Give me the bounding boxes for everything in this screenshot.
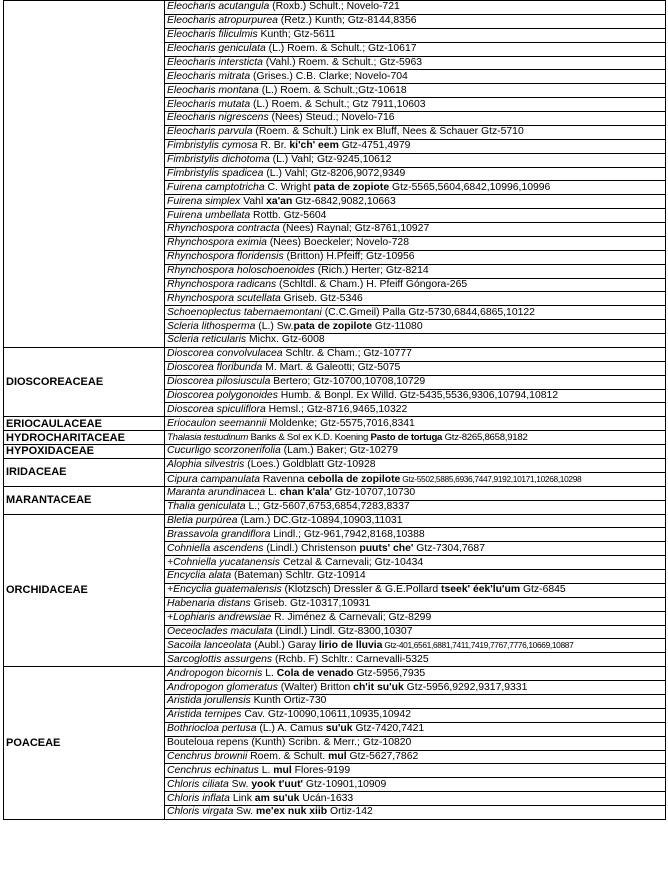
authority-text: (Rchb. F) Schltr.: Carnevalli-5325: [272, 653, 429, 665]
common-name: lirio de lluvia: [318, 640, 383, 652]
specimen-codes: Gtz-7420,7421: [352, 723, 425, 735]
common-name: puuts' che': [359, 542, 414, 554]
common-name: cebolla de zopilote: [307, 473, 401, 485]
table-row: [4, 1, 666, 15]
family-name-cell: ORCHIDACEAE: [4, 514, 165, 667]
specimen-codes: Flores-9199: [291, 764, 351, 776]
authority-text: Schltr. & Cham.; Gtz-10777: [282, 348, 412, 360]
species-cell: [165, 347, 666, 361]
common-name: xa'an: [266, 195, 293, 207]
authority-text: (Bateman) Schltr. Gtz-10914: [231, 570, 366, 582]
family-name-cell: MARANTACEAE: [4, 486, 165, 514]
common-name: ki'ch' eem: [289, 140, 339, 152]
species-name: Eleocharis mitrata: [167, 70, 251, 82]
species-cell: [165, 14, 666, 28]
authority-text: Cav. Gtz-10090,10611,10935,10942: [241, 709, 411, 721]
species-name: Rhynchospora floridensis: [167, 251, 284, 263]
authority-text: (Nees) Raynal; Gtz-8761,10927: [279, 223, 430, 235]
species-name: Eleocharis intersticta: [167, 56, 263, 68]
species-cell: [165, 250, 666, 264]
authority-text: (Schltdl. & Cham.) H. Pfeiff Góngora-265: [276, 278, 468, 290]
species-cell: [165, 472, 666, 486]
specimen-codes: Ortiz-142: [327, 806, 373, 818]
authority-text: (Nees) Steud.; Novelo-716: [268, 112, 395, 124]
authority-text: L.: [262, 667, 277, 679]
species-name: Eleocharis mutata: [167, 98, 251, 110]
species-cell: [165, 153, 666, 167]
specimen-codes: Gtz-8265,8658,9182: [442, 431, 528, 443]
species-name: Dioscorea pilosiuscula: [167, 376, 271, 388]
specimen-codes: Gtz-5502,5885,6936,7447,9192,10171,10268,10298: [400, 473, 582, 484]
authority-text: (Lam.) DC.Gtz-10894,10903,11031: [237, 514, 403, 526]
common-name: mul: [273, 764, 292, 776]
authority-text: Moldenke; Gtz-5575,7016,8341: [266, 417, 415, 429]
family-name-cell: HYPOXIDACEAE: [4, 445, 165, 459]
species-cell: [165, 139, 666, 153]
species-cell: [165, 264, 666, 278]
species-name: Eleocharis montana: [167, 84, 259, 96]
table-row: [4, 486, 666, 500]
species-cell: [165, 597, 666, 611]
species-cell: [165, 209, 666, 223]
species-name: Habenaria distans: [167, 598, 251, 610]
species-cell: [165, 292, 666, 306]
authority-text: (L.) Sw.: [255, 320, 294, 332]
species-name: Rhynchospora contracta: [167, 223, 280, 235]
authority-text: L.: [265, 487, 280, 499]
species-cell: [165, 750, 666, 764]
authority-text: Vahl: [240, 195, 267, 207]
species-cell: [165, 764, 666, 778]
species-cell: [165, 792, 666, 806]
common-name: su'uk: [325, 723, 353, 735]
species-name: Eleocharis nigrescens: [167, 112, 269, 124]
species-name: Eriocaulon seemannii: [167, 417, 267, 429]
authority-text: (Retz.) Kunth; Gtz-8144,8356: [277, 15, 417, 27]
species-name: Rhynchospora holoschoenoides: [167, 265, 315, 277]
authority-text: Link: [229, 792, 255, 804]
table-row: [4, 417, 666, 431]
common-name: Pasto de tortuga: [370, 431, 443, 443]
species-name: Schoenoplectus tabernaemontani: [167, 306, 322, 318]
authority-text: Bouteloua repens (Kunth) Scribn. & Merr.; Gtz-10820: [167, 737, 412, 749]
specimen-codes: Gtz-4751,4979: [338, 140, 411, 152]
species-table-body: [4, 1, 666, 820]
species-name: Bothriocloa pertusa: [167, 723, 257, 735]
table-row: [4, 514, 666, 528]
species-name: Thalia geniculata: [167, 501, 246, 513]
species-name: Eleocharis geniculata: [167, 43, 266, 55]
authority-text: Kunth Ortiz-730: [250, 695, 327, 707]
species-name: Fuirena umbellata: [167, 209, 251, 221]
species-name: Cucurligo scorzonerifolia: [167, 445, 281, 457]
species-cell: [165, 236, 666, 250]
species-cell: [165, 181, 666, 195]
specimen-codes: Gtz-5565,5604,6842,10996,10996: [389, 181, 551, 193]
authority-text: (Roem. & Schult.) Link ex Bluff, Nees & Schauer Gtz-5710: [252, 126, 524, 138]
species-name: Cenchrus echinatus: [167, 764, 259, 776]
species-name: Maranta arundinacea: [167, 487, 266, 499]
species-name: Eleocharis parvula: [167, 126, 253, 138]
species-name: Dioscorea spiculiflora: [167, 403, 266, 415]
specimen-codes: Gtz-7304,7687: [413, 542, 485, 554]
authority-text: Bertero; Gtz-10700,10708,10729: [270, 376, 426, 388]
common-name: yook t'uut': [251, 778, 304, 790]
species-name: Fuirena camptotricha: [167, 181, 265, 193]
table-row: [4, 667, 666, 681]
authority-text: R. Br.: [257, 140, 290, 152]
species-name: Andropogon glomeratus: [167, 681, 278, 693]
specimen-codes: Gtz-10901,10909: [303, 778, 387, 790]
species-name: Chloris inflata: [167, 792, 230, 804]
authority-text: C. Wright: [264, 181, 314, 193]
species-cell: [165, 98, 666, 112]
authority-text: (L.) Vahl; Gtz-8206,9072,9349: [263, 167, 406, 179]
common-name: mul: [328, 750, 347, 762]
authority-text: (Walter) Britton: [277, 681, 354, 693]
species-cell: [165, 778, 666, 792]
specimen-codes: Gtz-5956,7935: [353, 667, 426, 679]
species-cell: [165, 320, 666, 334]
species-cell: [165, 223, 666, 237]
species-cell: [165, 167, 666, 181]
species-cell: [165, 42, 666, 56]
specimen-codes: Gtz-11080: [371, 320, 423, 332]
species-name: Rhynchospora scutellata: [167, 292, 281, 304]
species-cell: [165, 667, 666, 681]
specimen-codes: Gtz-6845: [520, 584, 566, 596]
specimen-codes: Gtz-5627,7862: [346, 750, 419, 762]
authority-text: Rottb. Gtz-5604: [250, 209, 327, 221]
authority-text: (C.C.Gmeil) Palla Gtz-5730,6844,6865,10122: [321, 306, 535, 318]
species-name: Fimbristylis spadicea: [167, 167, 264, 179]
authority-text: Cetzal & Carnevali; Gtz-10434: [279, 556, 424, 568]
species-cell: [165, 84, 666, 98]
authority-text: Humb. & Bonpl. Ex Willd. Gtz-5435,5536,9306,10794,10812: [277, 389, 559, 401]
table-row: [4, 347, 666, 361]
species-cell: [165, 625, 666, 639]
table-row: [4, 431, 666, 445]
species-cell: [165, 458, 666, 472]
species-cell: [165, 389, 666, 403]
species-name: +Cohniella yucatanensis: [167, 556, 280, 568]
species-cell: [165, 195, 666, 209]
species-name: Fuirena simplex: [167, 195, 241, 207]
species-name: +Lophiaris andrewsiae: [167, 612, 272, 624]
species-name: Rhynchospora eximia: [167, 237, 267, 249]
authority-text: (Rich.) Herter; Gtz-8214: [314, 265, 429, 277]
authority-text: Banks & Sol ex K.D. Koening: [248, 431, 371, 443]
species-cell: [165, 334, 666, 348]
species-cell: [165, 1, 666, 15]
species-cell: [165, 486, 666, 500]
species-name: Thalasia testudinum: [167, 431, 249, 443]
species-name: Eleocharis filiculmis: [167, 29, 258, 41]
species-cell: [165, 722, 666, 736]
species-name: Fimbristylis dichotoma: [167, 154, 270, 166]
species-cell: [165, 403, 666, 417]
species-cell: [165, 708, 666, 722]
species-cell: [165, 417, 666, 431]
species-name: Rhynchospora radicans: [167, 278, 277, 290]
species-cell: [165, 556, 666, 570]
family-name-cell: DIOSCOREACEAE: [4, 347, 165, 416]
species-cell: [165, 681, 666, 695]
table-row: [4, 445, 666, 459]
species-cell: [165, 583, 666, 597]
common-name: tseek' éek'lu'um: [441, 584, 521, 596]
common-name: pata de zopilote: [293, 320, 372, 332]
authority-text: Sw.: [228, 778, 252, 790]
species-cell: [165, 695, 666, 709]
authority-text: (Roxb.) Schult.; Novelo-721: [269, 1, 400, 13]
authority-text: (Lindl.) Christenson: [263, 542, 360, 554]
authority-text: (Nees) Boeckeler; Novelo-728: [266, 237, 409, 249]
species-cell: [165, 56, 666, 70]
authority-text: (L.) Roem. & Schult.; Gtz-10617: [265, 43, 417, 55]
species-name: Chloris ciliata: [167, 778, 229, 790]
species-cell: [165, 570, 666, 584]
table-row: [4, 458, 666, 472]
species-name: Alophia silvestris: [167, 459, 245, 471]
specimen-codes: Gtz-10707,10730: [331, 487, 416, 499]
authority-text: R. Jiménez & Carnevali; Gtz-8299: [271, 612, 432, 624]
authority-text: (Aubl.) Garay: [251, 640, 319, 652]
authority-text: Hemsl.; Gtz-8716,9465,10322: [265, 403, 408, 415]
species-cell: [165, 653, 666, 667]
authority-text: Kunth; Gtz-5611: [257, 29, 336, 41]
species-name: Scleria lithosperma: [167, 320, 256, 332]
species-cell: [165, 528, 666, 542]
authority-text: Ravenna: [260, 473, 308, 485]
authority-text: L.: [258, 764, 274, 776]
species-table: [3, 0, 666, 820]
authority-text: Roem. & Schult.: [247, 750, 329, 762]
species-cell: [165, 500, 666, 514]
species-name: Eleocharis acutangula: [167, 1, 270, 13]
authority-text: (L.) A. Camus: [256, 723, 326, 735]
species-cell: [165, 445, 666, 459]
species-name: Aristida ternipes: [167, 709, 242, 721]
species-name: Sarcoglottis assurgens: [167, 653, 273, 665]
authority-text: (L.) Vahl; Gtz-9245,10612: [269, 154, 392, 166]
authority-text: (L.) Roem. & Schult.;Gtz-10618: [258, 84, 407, 96]
species-cell: [165, 736, 666, 750]
authority-text: (Loes.) Goldblatt Gtz-10928: [244, 459, 376, 471]
species-name: Dioscorea floribunda: [167, 362, 263, 374]
common-name: chan k'ala': [279, 487, 332, 499]
species-cell: [165, 28, 666, 42]
species-name: Cohniella ascendens: [167, 542, 264, 554]
specimen-codes: Gtz-6842,9082,10663: [292, 195, 396, 207]
specimen-codes: Gtz-5956,9292,9317,9331: [403, 681, 528, 693]
authority-text: (Grises.) C.B. Clarke; Novelo-704: [250, 70, 408, 82]
specimen-codes: Ucán-1633: [299, 792, 354, 804]
species-cell: [165, 806, 666, 820]
species-cell: [165, 361, 666, 375]
specimen-codes: Gtz-401,6561,6881,7411,7419,7767,7776,10669,10887: [382, 640, 574, 651]
species-name: Oeceoclades maculata: [167, 625, 273, 637]
species-cell: [165, 542, 666, 556]
authority-text: (Lam.) Baker; Gtz-10279: [280, 445, 399, 457]
family-name-cell: HYDROCHARITACEAE: [4, 431, 165, 445]
authority-text: (Vahl.) Roem. & Schult.; Gtz-5963: [262, 56, 423, 68]
species-name: Andropogon bicornis: [167, 667, 263, 679]
family-name-cell: ERIOCAULACEAE: [4, 417, 165, 431]
family-name-cell: POACEAE: [4, 667, 165, 820]
species-name: Eleocharis atropurpurea: [167, 15, 278, 27]
species-cell: [165, 306, 666, 320]
authority-text: (Britton) H.Pfeiff; Gtz-10956: [283, 251, 415, 263]
family-name-cell: [4, 1, 165, 348]
authority-text: (L.) Roem. & Schult.; Gtz 7911,10603: [250, 98, 426, 110]
authority-text: Griseb. Gtz-10317,10931: [250, 598, 371, 610]
common-name: pata de zopiote: [313, 181, 390, 193]
authority-text: (Klotzsch) Dressler & G.E.Pollard: [281, 584, 442, 596]
species-cell: [165, 375, 666, 389]
species-cell: [165, 278, 666, 292]
species-cell: [165, 125, 666, 139]
common-name: Cola de venado: [276, 667, 354, 679]
authority-text: Michx. Gtz-6008: [246, 334, 325, 346]
common-name: ch'it su'uk: [353, 681, 404, 693]
common-name: me'ex nuk xiib: [255, 806, 328, 818]
authority-text: L.; Gtz-5607,6753,6854,7283,8337: [245, 501, 410, 513]
species-name: Chloris virgata: [167, 806, 234, 818]
species-name: Bletia purpúrea: [167, 514, 238, 526]
common-name: am su'uk: [254, 792, 300, 804]
species-name: Dioscorea convolvulacea: [167, 348, 283, 360]
authority-text: Griseb. Gtz-5346: [280, 292, 363, 304]
authority-text: Lindl.; Gtz-961,7942,8168,10388: [270, 528, 425, 540]
species-name: Aristida jorullensis: [167, 695, 251, 707]
species-cell: [165, 639, 666, 653]
species-cell: [165, 70, 666, 84]
species-name: Scleria reticularis: [167, 334, 247, 346]
species-name: Brassavola grandiflora: [167, 528, 271, 540]
species-cell: [165, 431, 666, 445]
species-name: Fimbristylis cymosa: [167, 140, 258, 152]
species-name: Cipura campanulata: [167, 473, 260, 485]
authority-text: (Lindl.) Lindl. Gtz-8300,10307: [272, 625, 413, 637]
species-name: Cenchrus brownii: [167, 750, 248, 762]
species-name: Sacoila lanceolata: [167, 640, 252, 652]
species-cell: [165, 112, 666, 126]
species-name: Dioscorea polygonoides: [167, 389, 278, 401]
authority-text: Sw.: [233, 806, 256, 818]
species-cell: [165, 514, 666, 528]
species-name: +Encyclia guatemalensis: [167, 584, 282, 596]
authority-text: M. Mart. & Galeotti; Gtz-5075: [262, 362, 401, 374]
family-name-cell: IRIDACEAE: [4, 458, 165, 486]
species-cell: [165, 611, 666, 625]
species-name: Encyclia alata: [167, 570, 232, 582]
